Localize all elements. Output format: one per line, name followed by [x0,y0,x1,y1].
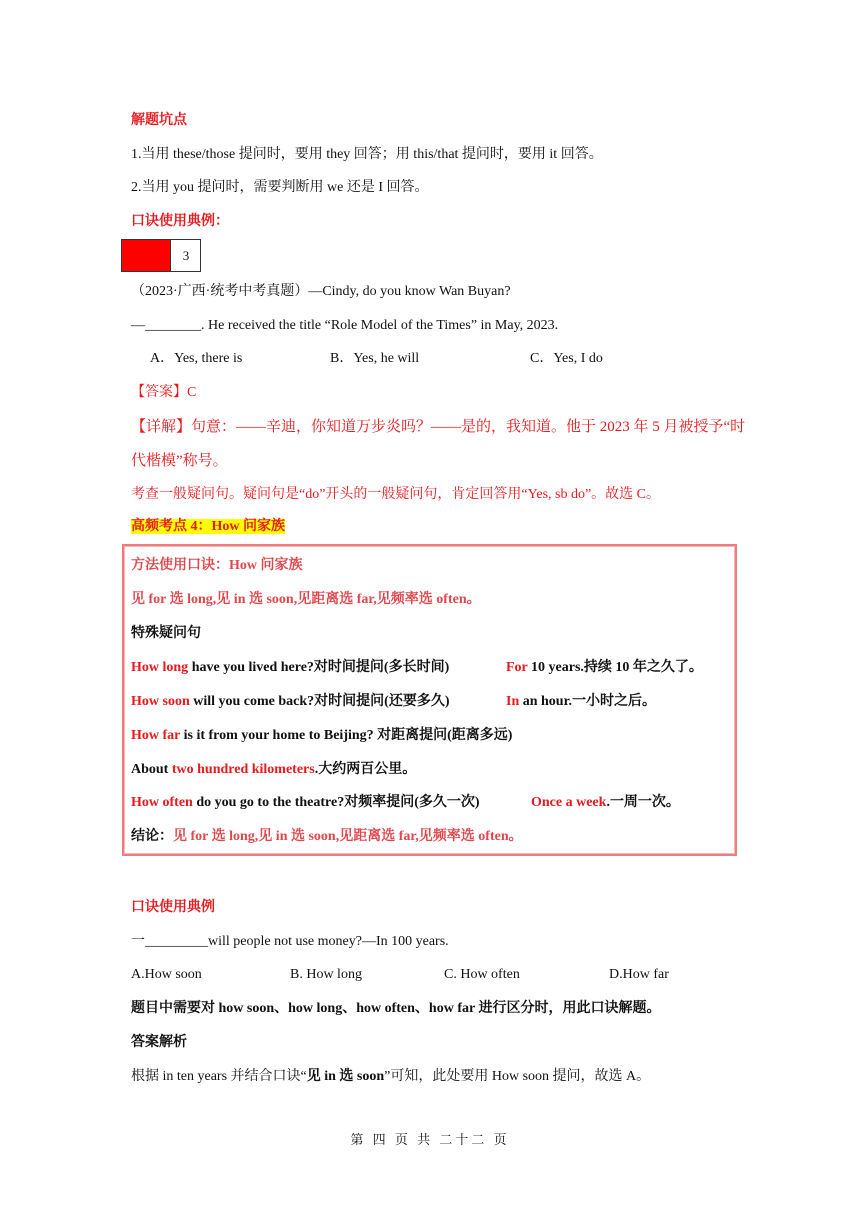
how-often-answer [531,793,680,813]
how-soon-question: will you come back?对时间提问(还要多久) [189,694,450,709]
method-title: 方法使用口诀：How 问家族 [131,558,303,573]
how-far-question: is it from your home to Beijing? 对距离提问(距离多远) [180,728,513,743]
analysis-title: 答案解析 [131,1035,187,1050]
analysis-bold: 见 in 选 soon [306,1069,385,1084]
example1-option-b: B．Yes, he will [330,351,420,366]
detail-text-1: 句意：——辛迪，你知道万步炎吗？——是的，我知道。他于 2023 年 5 月被授予“时 [191,419,746,435]
example1-answer [131,383,196,403]
example1-detail-1 [131,417,745,437]
example2-note: 题目中需要对 how soon、how long、how often、how far 进行区分时，用此口诀解题。 [131,1001,661,1016]
section4-title-text: 高频考点 4：How 问家族 [131,519,285,534]
method-rule: 见 for 选 long,见 in 选 soon,见距离选 far,见频率选 often。 [131,592,481,607]
how-long-example [131,658,449,678]
how-long-answer-keyword: For [506,660,528,675]
how-soon-answer [506,692,656,712]
example1-detail-2: 代楷模”称号。 [131,453,228,469]
how-often-keyword: How often [131,795,193,810]
analysis-pre: 根据 in ten years 并结合口诀“ [131,1069,307,1084]
example1-option-a: A．Yes, there is [150,351,243,366]
pitfall-line-1: 1.当用 these/those 提问时，要用 they 回答；用 this/that 提问时，要用 it 回答。 [131,147,603,162]
section4-title [131,517,285,537]
conclusion-label: 结论： [131,829,173,844]
answer-value: C [187,385,197,400]
example1-heading: 口诀使用典例： [131,214,229,229]
about-red: two hundred kilometers [171,762,315,777]
about-pre: About [131,762,172,777]
how-soon-answer-text: an hour.一小时之后。 [519,694,657,709]
example1-detail-3: 考查一般疑问句。疑问句是“do”开头的一般疑问句，肯定回答用“Yes, sb do”。故选 C。 [131,487,661,502]
how-long-keyword: How long [131,660,189,675]
pitfalls-title: 解题坑点 [131,113,187,128]
question-number-box [121,239,201,272]
how-soon-keyword: How soon [131,694,190,709]
example1-question-2: —________. He received the title “Role Model of the Times” in May, 2023. [131,318,559,333]
how-often-question: do you go to the theatre?对频率提问(多久一次) [192,795,480,810]
about-line [131,760,416,780]
special-questions-label: 特殊疑问句 [131,626,201,641]
detail-tag: 【详解】 [131,419,192,435]
about-post: .大约两百公里。 [314,762,417,777]
how-often-answer-keyword: Once a week [531,795,607,810]
how-long-answer-text: 10 years.持续 10 年之久了。 [527,660,703,675]
example2-heading: 口诀使用典例 [131,900,215,915]
page-footer: 第 四 页 共 二十二 页 [350,1132,510,1147]
question-number: 3 [170,240,201,271]
how-far-example [131,726,512,746]
example2-option-c: C. How often [444,967,520,982]
how-long-answer [506,658,703,678]
example2-option-b: B. How long [290,967,362,982]
analysis-post: ”可知，此处要用 How soon 提问，故选 A。 [384,1069,651,1084]
how-soon-example [131,692,450,712]
how-far-keyword: How far [131,728,181,743]
example1-option-c: C．Yes, I do [530,351,603,366]
example2-option-d: D.How far [609,967,669,982]
answer-tag: 【答案】 [131,385,187,400]
pitfall-line-2: 2.当用 you 提问时，需要判断用 we 还是 I 回答。 [131,180,429,195]
conclusion-text: 见 for 选 long,见 in 选 soon,见距离选 far,见频率选 often。 [173,829,523,844]
how-soon-answer-keyword: In [506,694,520,709]
how-often-answer-text: .一周一次。 [606,795,680,810]
question-number-marker [122,240,170,271]
example2-question: 一_________will people not use money?—In 100 years. [131,934,449,949]
how-long-question: have you lived here?对时间提问(多长时间) [188,660,450,675]
how-often-example [131,793,480,813]
analysis-text [131,1067,650,1087]
example1-question: （2023·广西·统考中考真题）—Cindy, do you know Wan Buyan? [131,284,511,299]
example2-option-a: A.How soon [131,967,202,982]
conclusion-line [131,827,523,847]
